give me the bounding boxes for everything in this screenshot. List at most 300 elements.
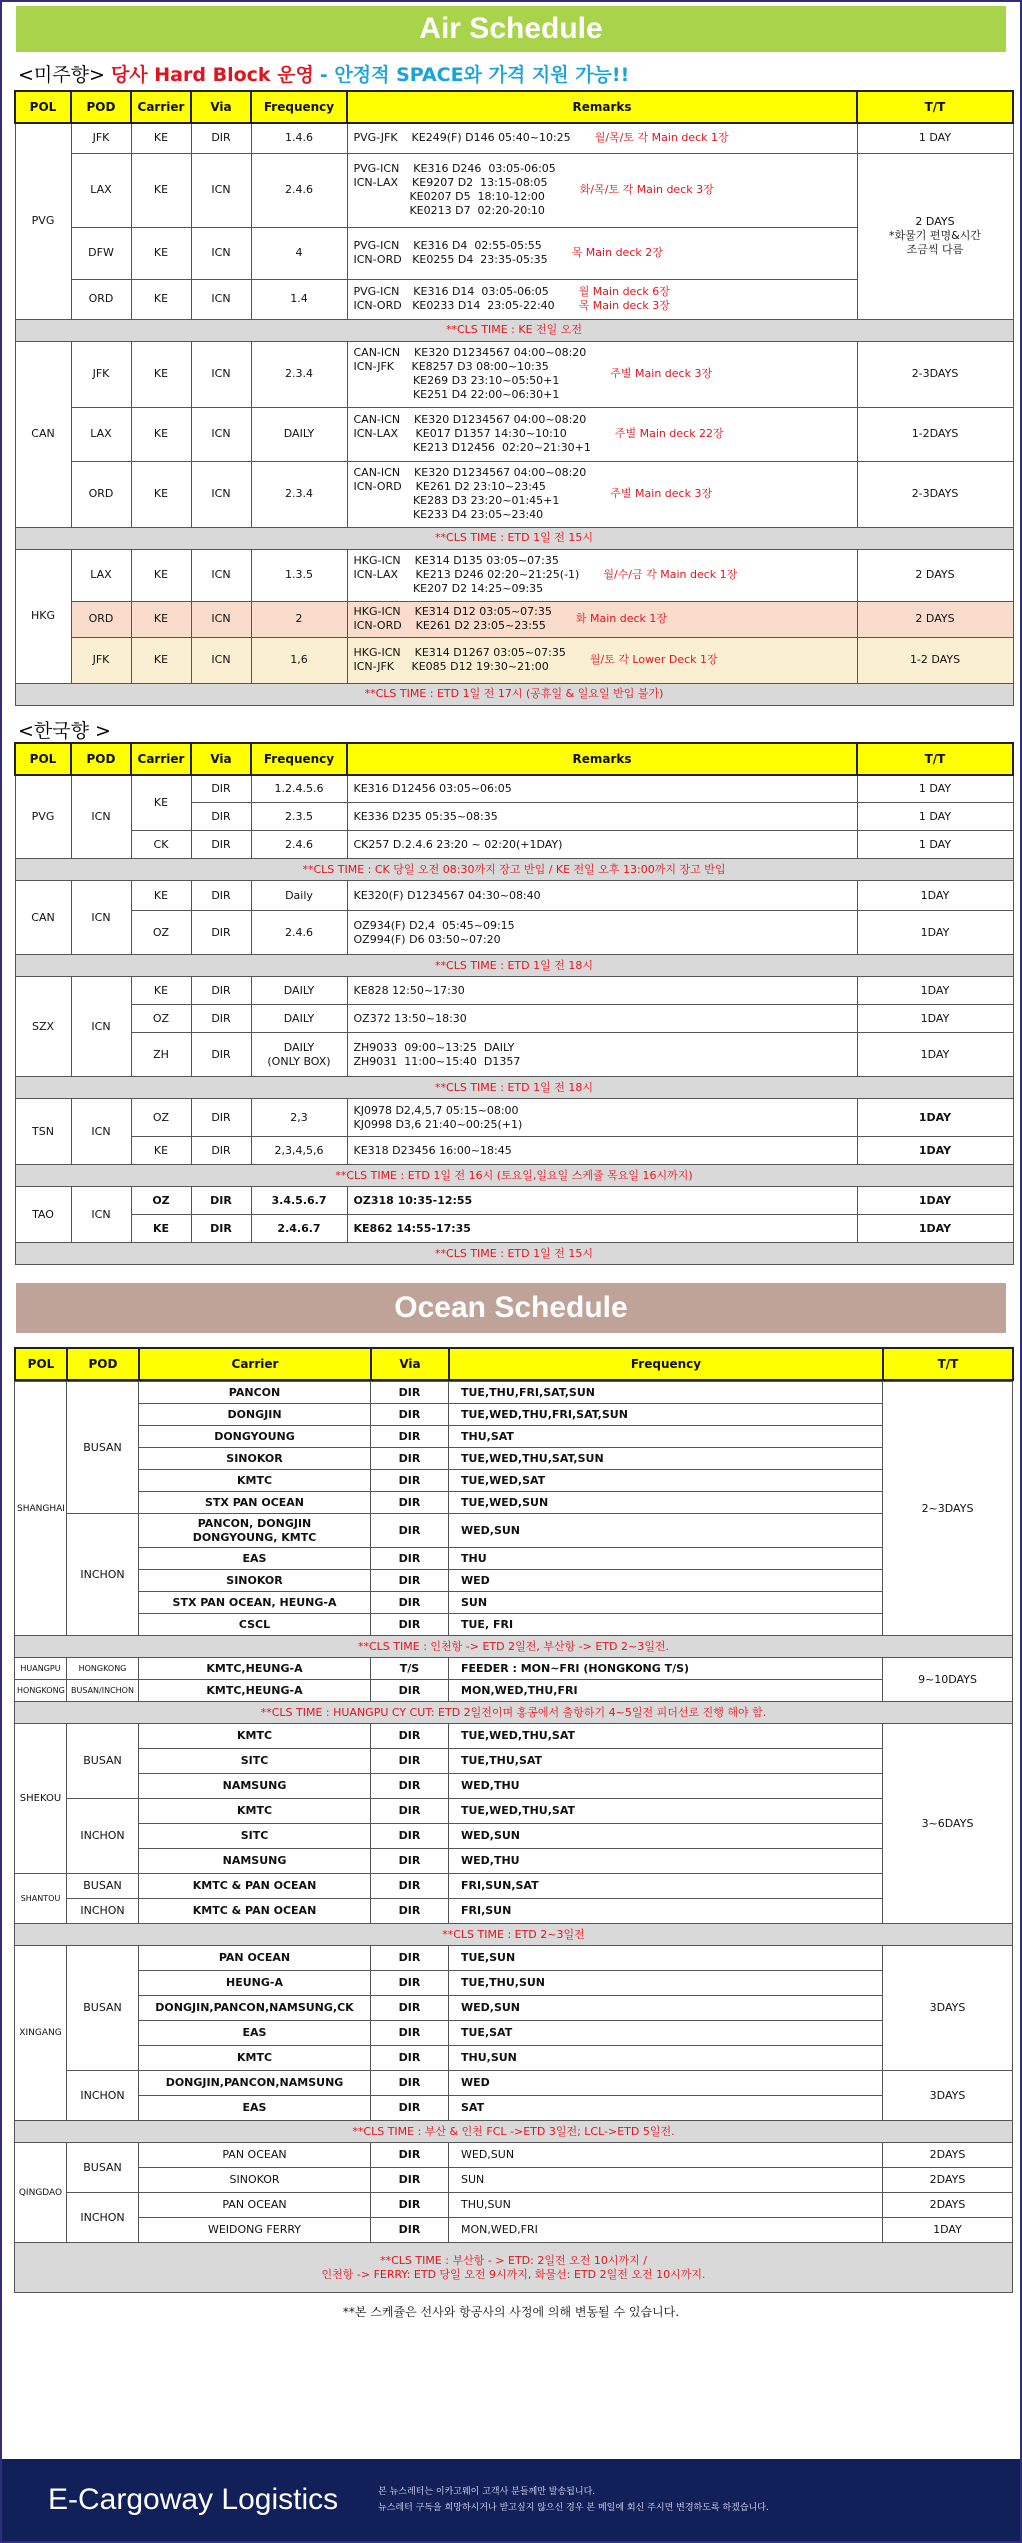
- frequency-cell: THU,SUN: [449, 2193, 883, 2218]
- cls-row: [15, 859, 1013, 881]
- carrier-cell: WEIDONG FERRY: [139, 2218, 371, 2243]
- table-row: [15, 2021, 1013, 2046]
- tt-cell: 1DAY: [857, 1099, 1013, 1137]
- via-cell: DIR: [371, 1849, 449, 1874]
- deck-note: 월/목/토 각 Main deck 1장: [594, 131, 729, 145]
- frequency-cell: Daily: [251, 881, 347, 911]
- tt-cell: 2 DAYS: [857, 549, 1013, 601]
- cls-note: **CLS TIME : ETD 2~3일전: [15, 1924, 1013, 1946]
- carrier-cell: CK: [131, 831, 191, 859]
- cls-row: [15, 1636, 1013, 1658]
- frequency-cell: WED: [449, 1570, 883, 1592]
- via-cell: DIR: [371, 2021, 449, 2046]
- frequency-cell: WED: [449, 2071, 883, 2096]
- cls-row: [15, 319, 1013, 341]
- pod-cell: ICN: [71, 977, 131, 1077]
- frequency-cell: TUE,SAT: [449, 2021, 883, 2046]
- table-row: [15, 1548, 1013, 1570]
- carrier-cell: KE: [131, 341, 191, 407]
- via-cell: DIR: [371, 1971, 449, 1996]
- frequency-cell: TUE,WED,THU,SAT: [449, 1724, 883, 1749]
- remarks-cell: KE318 D23456 16:00~18:45: [347, 1137, 857, 1165]
- via-cell: DIR: [371, 1404, 449, 1426]
- tt-cell: 1DAY: [857, 881, 1013, 911]
- carrier-cell: DONGJIN: [139, 1404, 371, 1426]
- via-cell: T/S: [371, 1658, 449, 1680]
- deck-note: 화/목/토 각 Main deck 3장: [579, 183, 714, 196]
- cls-note: **CLS TIME : KE 전일 오전: [15, 319, 1013, 341]
- pol-cell: CAN: [15, 881, 71, 955]
- remarks-cell: KJ0978 D2,4,5,7 05:15~08:00 KJ0998 D3,6 21:40~00:25(+1): [347, 1099, 857, 1137]
- frequency-cell: 4: [251, 227, 347, 279]
- cls-note: **CLS TIME : HUANGPU CY CUT: ETD 2일전이며 홍콩에서 출항하기 4~5일전 피더선로 진행 해야 함.: [15, 1702, 1013, 1724]
- frequency-cell: WED,THU: [449, 1849, 883, 1874]
- col-header: Remarks: [347, 91, 857, 123]
- via-cell: DIR: [191, 1215, 251, 1243]
- frequency-cell: 2.4.6.7: [251, 1215, 347, 1243]
- pod-cell: DFW: [71, 227, 131, 279]
- frequency-cell: TUE,THU,SAT: [449, 1749, 883, 1774]
- pod-cell: ICN: [71, 1099, 131, 1165]
- remarks-cell: OZ372 13:50~18:30: [347, 1005, 857, 1033]
- tt-cell: 1 DAY: [857, 831, 1013, 859]
- tt-cell: 1-2DAYS: [857, 407, 1013, 461]
- via-cell: ICN: [191, 227, 251, 279]
- via-cell: DIR: [371, 1548, 449, 1570]
- cls-note: **CLS TIME : 부산 & 인천 FCL ->ETD 3일전; LCL->ETD 5일전.: [15, 2121, 1013, 2143]
- via-cell: DIR: [371, 2193, 449, 2218]
- footer: [2, 2459, 1020, 2541]
- tt-cell: 3DAYS: [883, 2071, 1013, 2121]
- table-row: [15, 911, 1013, 955]
- tt-cell: 1DAY: [857, 1187, 1013, 1215]
- carrier-cell: DONGJIN,PANCON,NAMSUNG: [139, 2071, 371, 2096]
- air-us-table: [14, 90, 1014, 706]
- remarks-cell: ZH9033 09:00~13:25 DAILY ZH9031 11:00~15:40 D1357: [347, 1033, 857, 1077]
- carrier-cell: STX PAN OCEAN, HEUNG-A: [139, 1592, 371, 1614]
- carrier-cell: KMTC,HEUNG-A: [139, 1658, 371, 1680]
- table-row: [15, 1874, 1013, 1899]
- frequency-cell: WED,SUN: [449, 1514, 883, 1548]
- via-cell: DIR: [371, 1426, 449, 1448]
- via-cell: DIR: [191, 1187, 251, 1215]
- table-row: [15, 601, 1013, 637]
- pol-cell: SHEKOU: [15, 1724, 67, 1874]
- carrier-cell: KE: [131, 227, 191, 279]
- frequency-cell: 2.4.6: [251, 153, 347, 227]
- carrier-cell: OZ: [131, 1099, 191, 1137]
- table-row: [15, 2143, 1013, 2168]
- pol-cell: QINGDAO: [15, 2143, 67, 2243]
- pol-cell: CAN: [15, 341, 71, 527]
- carrier-cell: KE: [131, 153, 191, 227]
- tt-cell: 2DAYS: [883, 2143, 1013, 2168]
- via-cell: DIR: [371, 1592, 449, 1614]
- carrier-cell: PANCON, DONGJIN DONGYOUNG, KMTC: [139, 1514, 371, 1548]
- table-row: [15, 1099, 1013, 1137]
- carrier-cell: KE: [131, 601, 191, 637]
- pod-cell: LAX: [71, 153, 131, 227]
- via-cell: DIR: [371, 1749, 449, 1774]
- flight-code: CAN-ICN KE320 D1234567 04:00~08:20 ICN-ORD KE261 D2 23:10~23:45 KE283 D3 23:20~01:45+1 KE233 D4 23:05~23:40: [353, 466, 587, 521]
- pod-cell: INCHON: [67, 1514, 139, 1636]
- table-row: [15, 461, 1013, 527]
- deck-note: 월/수/금 각 Main deck 1장: [603, 568, 738, 581]
- table-row: [15, 1215, 1013, 1243]
- via-cell: DIR: [191, 831, 251, 859]
- via-cell: DIR: [191, 123, 251, 153]
- cls-note: **CLS TIME : ETD 1일 전 18시: [15, 955, 1013, 977]
- table-header-row: [15, 743, 1013, 775]
- pol-cell: SHANGHAI: [15, 1382, 67, 1636]
- korea-bound-label: <한국향 >: [18, 719, 111, 742]
- frequency-cell: DAILY: [251, 1005, 347, 1033]
- via-cell: DIR: [371, 1570, 449, 1592]
- col-header: T/T: [857, 91, 1013, 123]
- table-row: [15, 1658, 1013, 1680]
- table-row: [15, 1426, 1013, 1448]
- frequency-cell: 2,3,4,5,6: [251, 1137, 347, 1165]
- via-cell: DIR: [371, 1514, 449, 1548]
- table-row: [15, 1570, 1013, 1592]
- cls-note: **CLS TIME : ETD 1일 전 16시 (토요일,일요일 스케쥴 목요일 16시까지): [15, 1165, 1013, 1187]
- table-row: [15, 2193, 1013, 2218]
- frequency-cell: TUE,WED,THU,SAT: [449, 1799, 883, 1824]
- carrier-cell: KE: [131, 123, 191, 153]
- col-header: Via: [191, 743, 251, 775]
- table-row: [15, 1824, 1013, 1849]
- frequency-cell: 1.4: [251, 279, 347, 319]
- carrier-cell: SINOKOR: [139, 1570, 371, 1592]
- via-cell: DIR: [371, 1724, 449, 1749]
- footer-note: 본 뉴스레터는 이카고웨이 고객사 분들께만 발송됩니다.: [378, 2487, 596, 2497]
- carrier-cell: KMTC: [139, 1799, 371, 1824]
- pod-cell: JFK: [71, 341, 131, 407]
- carrier-cell: DONGJIN,PANCON,NAMSUNG,CK: [139, 1996, 371, 2021]
- table-row: [15, 1033, 1013, 1077]
- table-header-row: [15, 1348, 1013, 1380]
- via-cell: DIR: [191, 1137, 251, 1165]
- pod-cell: BUSAN: [67, 1382, 139, 1514]
- carrier-cell: PAN OCEAN: [139, 2143, 371, 2168]
- air-schedule-banner: Air Schedule: [16, 6, 1006, 52]
- tt-cell: 1DAY: [857, 1005, 1013, 1033]
- via-cell: ICN: [191, 407, 251, 461]
- us-bound-label: <미주향>: [18, 64, 105, 86]
- via-cell: DIR: [191, 775, 251, 803]
- tt-cell: 2 DAYS *화물기 편명&시간 조금씩 다름: [857, 153, 1013, 319]
- carrier-cell: OZ: [131, 1005, 191, 1033]
- remarks-cell: CK257 D.2.4.6 23:20 ~ 02:20(+1DAY): [347, 831, 857, 859]
- remarks-cell: KE320(F) D1234567 04:30~08:40: [347, 881, 857, 911]
- frequency-cell: DAILY (ONLY BOX): [251, 1033, 347, 1077]
- frequency-cell: MON,WED,FRI: [449, 2218, 883, 2243]
- carrier-cell: KMTC: [139, 1470, 371, 1492]
- table-row: [15, 1470, 1013, 1492]
- frequency-cell: THU,SUN: [449, 2046, 883, 2071]
- tt-cell: 1DAY: [857, 977, 1013, 1005]
- frequency-cell: 1,6: [251, 637, 347, 683]
- via-cell: DIR: [371, 1492, 449, 1514]
- tt-cell: 1DAY: [857, 1033, 1013, 1077]
- col-header: Via: [191, 91, 251, 123]
- carrier-cell: EAS: [139, 2021, 371, 2046]
- via-cell: DIR: [371, 1946, 449, 1971]
- frequency-cell: FRI,SUN: [449, 1899, 883, 1924]
- tt-cell: 1DAY: [857, 911, 1013, 955]
- table-row: [15, 1946, 1013, 1971]
- tt-cell: 1DAY: [857, 1137, 1013, 1165]
- frequency-cell: TUE,THU,SUN: [449, 1971, 883, 1996]
- space-support-text: - 안정적 SPACE와 가격 지원 가능!!: [319, 64, 630, 86]
- table-row: [15, 2096, 1013, 2121]
- carrier-cell: KE: [131, 637, 191, 683]
- via-cell: DIR: [191, 1099, 251, 1137]
- pod-cell: JFK: [71, 123, 131, 153]
- tt-cell: 2-3DAYS: [857, 461, 1013, 527]
- via-cell: DIR: [371, 1382, 449, 1404]
- pod-cell: LAX: [71, 407, 131, 461]
- table-row: [15, 637, 1013, 683]
- tt-cell: 2DAYS: [883, 2193, 1013, 2218]
- via-cell: DIR: [371, 1899, 449, 1924]
- cls-row: [15, 1924, 1013, 1946]
- frequency-cell: FRI,SUN,SAT: [449, 1874, 883, 1899]
- pod-cell: ICN: [71, 881, 131, 955]
- ocean-rows: [15, 1382, 1013, 2293]
- carrier-cell: KE: [131, 461, 191, 527]
- tt-cell: 1 DAY: [857, 803, 1013, 831]
- via-cell: ICN: [191, 279, 251, 319]
- via-cell: DIR: [191, 1033, 251, 1077]
- carrier-cell: EAS: [139, 2096, 371, 2121]
- pod-cell: LAX: [71, 549, 131, 601]
- via-cell: DIR: [371, 1799, 449, 1824]
- table-row: [15, 1404, 1013, 1426]
- table-row: [15, 1187, 1013, 1215]
- via-cell: DIR: [371, 2168, 449, 2193]
- ocean-table: [14, 1347, 1014, 1381]
- pol-cell: TSN: [15, 1099, 71, 1165]
- frequency-cell: WED,SUN: [449, 2143, 883, 2168]
- table-row: [15, 1382, 1013, 1404]
- remarks-cell: [347, 123, 857, 153]
- via-cell: DIR: [371, 2218, 449, 2243]
- cls-row: [15, 2243, 1013, 2293]
- cls-row: [15, 955, 1013, 977]
- table-row: [15, 977, 1013, 1005]
- tt-cell: 3~6DAYS: [883, 1724, 1013, 1924]
- col-header: POL: [15, 743, 71, 775]
- table-row: [15, 2071, 1013, 2096]
- carrier-cell: KMTC & PAN OCEAN: [139, 1874, 371, 1899]
- cls-row: [15, 683, 1013, 705]
- col-header: Remarks: [347, 743, 857, 775]
- carrier-cell: EAS: [139, 1548, 371, 1570]
- cls-note: **CLS TIME : ETD 1일 전 15시: [15, 1243, 1013, 1265]
- remarks-cell: KE316 D12456 03:05~06:05: [347, 775, 857, 803]
- carrier-cell: KE: [131, 279, 191, 319]
- table-row: [15, 1971, 1013, 1996]
- deck-note: 주별 Main deck 3장: [610, 367, 713, 380]
- frequency-cell: SUN: [449, 2168, 883, 2193]
- remarks-cell: [347, 153, 857, 227]
- via-cell: DIR: [371, 1614, 449, 1636]
- flight-code: PVG-ICN KE316 D14 03:05-06:05 ICN-ORD KE0233 D14 23:05-22:40: [353, 285, 555, 312]
- pod-cell: BUSAN: [67, 1724, 139, 1799]
- pod-cell: BUSAN: [67, 1874, 139, 1899]
- remarks-cell: [347, 637, 857, 683]
- frequency-cell: TUE,SUN: [449, 1946, 883, 1971]
- carrier-cell: KE: [131, 407, 191, 461]
- footer-note: 뉴스레터 구독을 희망하시거나 받고싶지 않으신 경우 본 메일에 회신 주시면 변경하도록 하겠습니다.: [378, 2503, 769, 2513]
- pod-cell: HONGKONG: [67, 1658, 139, 1680]
- flight-code: CAN-ICN KE320 D1234567 04:00~08:20 ICN-JFK KE8257 D3 08:00~10:35 KE269 D3 23:10~05:50+1 KE251 D4 22:00~06:30+1: [353, 346, 587, 401]
- pol-cell: SHANTOU: [15, 1874, 67, 1924]
- frequency-cell: 3.4.5.6.7: [251, 1187, 347, 1215]
- table-row: [15, 1996, 1013, 2021]
- col-header: Frequency: [449, 1348, 883, 1380]
- table-row: [15, 2218, 1013, 2243]
- pod-cell: BUSAN: [67, 1946, 139, 2071]
- via-cell: DIR: [371, 1470, 449, 1492]
- frequency-cell: 2.4.6: [251, 831, 347, 859]
- korea-bound-heading: [2, 706, 1020, 742]
- table-row: [15, 2168, 1013, 2193]
- cls-row: [15, 1243, 1013, 1265]
- col-header: Via: [371, 1348, 449, 1380]
- carrier-cell: KMTC,HEUNG-A: [139, 1680, 371, 1702]
- col-header: Carrier: [131, 91, 191, 123]
- frequency-cell: SAT: [449, 2096, 883, 2121]
- carrier-cell: PAN OCEAN: [139, 2193, 371, 2218]
- via-cell: DIR: [191, 911, 251, 955]
- frequency-cell: WED,SUN: [449, 1996, 883, 2021]
- via-cell: ICN: [191, 601, 251, 637]
- frequency-cell: WED,THU: [449, 1774, 883, 1799]
- cls-note: **CLS TIME : CK 당일 오전 08:30까지 장고 반입 / KE 전일 오후 13:00까지 장고 반입: [15, 859, 1013, 881]
- carrier-cell: KE: [131, 1137, 191, 1165]
- via-cell: DIR: [371, 2046, 449, 2071]
- table-row: [15, 341, 1013, 407]
- carrier-cell: PAN OCEAN: [139, 1946, 371, 1971]
- table-row: [15, 549, 1013, 601]
- remarks-cell: [347, 601, 857, 637]
- flight-code: PVG-ICN KE316 D246 03:05-06:05 ICN-LAX KE9207 D2 13:15-08:05 KE0207 D5 18:10-12:00 KE0213 D7 02:20-20:10: [353, 162, 556, 217]
- table-row: [15, 831, 1013, 859]
- schedule-disclaimer: **본 스케쥴은 선사와 항공사의 사정에 의해 변동될 수 있습니다.: [342, 2305, 680, 2319]
- pod-cell: BUSAN: [67, 2143, 139, 2193]
- via-cell: ICN: [191, 637, 251, 683]
- cls-row: [15, 2121, 1013, 2143]
- via-cell: ICN: [191, 341, 251, 407]
- via-cell: ICN: [191, 549, 251, 601]
- frequency-cell: 2: [251, 601, 347, 637]
- pol-cell: SZX: [15, 977, 71, 1077]
- us-bound-heading: [2, 52, 1020, 90]
- via-cell: DIR: [191, 803, 251, 831]
- carrier-cell: NAMSUNG: [139, 1774, 371, 1799]
- pod-cell: INCHON: [67, 1799, 139, 1874]
- table-row: [15, 1592, 1013, 1614]
- pod-cell: ICN: [71, 775, 131, 859]
- pod-cell: INCHON: [67, 2193, 139, 2243]
- frequency-cell: DAILY: [251, 407, 347, 461]
- frequency-cell: FEEDER : MON~FRI (HONGKONG T/S): [449, 1658, 883, 1680]
- via-cell: ICN: [191, 153, 251, 227]
- carrier-cell: OZ: [131, 1187, 191, 1215]
- table-row: [15, 123, 1013, 153]
- via-cell: DIR: [371, 2096, 449, 2121]
- carrier-cell: DONGYOUNG: [139, 1426, 371, 1448]
- table-row: [15, 1448, 1013, 1470]
- table-row: [15, 775, 1013, 803]
- ocean-body-table: [14, 1381, 1013, 2293]
- cls-row: [15, 1077, 1013, 1099]
- via-cell: DIR: [371, 2143, 449, 2168]
- table-row: [15, 1492, 1013, 1514]
- frequency-cell: 1.4.6: [251, 123, 347, 153]
- tt-cell: 2-3DAYS: [857, 341, 1013, 407]
- col-header: Frequency: [251, 743, 347, 775]
- via-cell: ICN: [191, 461, 251, 527]
- frequency-cell: 2.4.6: [251, 911, 347, 955]
- cls-line: **CLS TIME : 부산항 - > ETD: 2일전 오전 10시까지 /: [380, 2253, 647, 2267]
- cls-note: **CLS TIME : ETD 1일 전 18시: [15, 1077, 1013, 1099]
- pod-cell: ORD: [71, 279, 131, 319]
- frequency-cell: 2.3.5: [251, 803, 347, 831]
- via-cell: DIR: [371, 1680, 449, 1702]
- remarks-cell: OZ318 10:35-12:55: [347, 1187, 857, 1215]
- carrier-cell: NAMSUNG: [139, 1849, 371, 1874]
- flight-code: HKG-ICN KE314 D12 03:05~07:35 ICN-ORD KE261 D2 23:05~23:55: [353, 605, 552, 632]
- pod-cell: INCHON: [67, 2071, 139, 2121]
- ocean-schedule-banner: Ocean Schedule: [16, 1283, 1006, 1333]
- via-cell: DIR: [191, 1005, 251, 1033]
- via-cell: DIR: [371, 1774, 449, 1799]
- frequency-cell: MON,WED,THU,FRI: [449, 1680, 883, 1702]
- brand-logo-text: E-Cargoway Logistics: [48, 2483, 339, 2516]
- carrier-cell: KE: [131, 977, 191, 1005]
- carrier-cell: STX PAN OCEAN: [139, 1492, 371, 1514]
- frequency-cell: TUE, FRI: [449, 1614, 883, 1636]
- table-row: [15, 407, 1013, 461]
- via-cell: DIR: [191, 977, 251, 1005]
- table-row: [15, 1774, 1013, 1799]
- carrier-cell: KMTC & PAN OCEAN: [139, 1899, 371, 1924]
- remarks-cell: [347, 227, 857, 279]
- col-header: T/T: [857, 743, 1013, 775]
- footer-notes: [378, 2484, 769, 2516]
- cls-note: **CLS TIME : 인천항 -> ETD 2일전, 부산항 -> ETD 2~3일전.: [15, 1636, 1013, 1658]
- flight-code: PVG-JFK KE249(F) D146 05:40~10:25: [353, 131, 571, 145]
- tt-cell: 1 DAY: [857, 775, 1013, 803]
- table-row: [15, 1799, 1013, 1824]
- via-cell: DIR: [191, 881, 251, 911]
- tt-cell: 2 DAYS: [857, 601, 1013, 637]
- frequency-cell: WED,SUN: [449, 1824, 883, 1849]
- frequency-cell: THU: [449, 1548, 883, 1570]
- frequency-cell: TUE,WED,THU,FRI,SAT,SUN: [449, 1404, 883, 1426]
- remarks-cell: [347, 279, 857, 319]
- frequency-cell: 2.3.4: [251, 341, 347, 407]
- pod-cell: JFK: [71, 637, 131, 683]
- carrier-cell: SINOKOR: [139, 2168, 371, 2193]
- via-cell: DIR: [371, 2071, 449, 2096]
- remarks-cell: KE828 12:50~17:30: [347, 977, 857, 1005]
- via-cell: DIR: [371, 1448, 449, 1470]
- cls-note: [15, 2243, 1013, 2293]
